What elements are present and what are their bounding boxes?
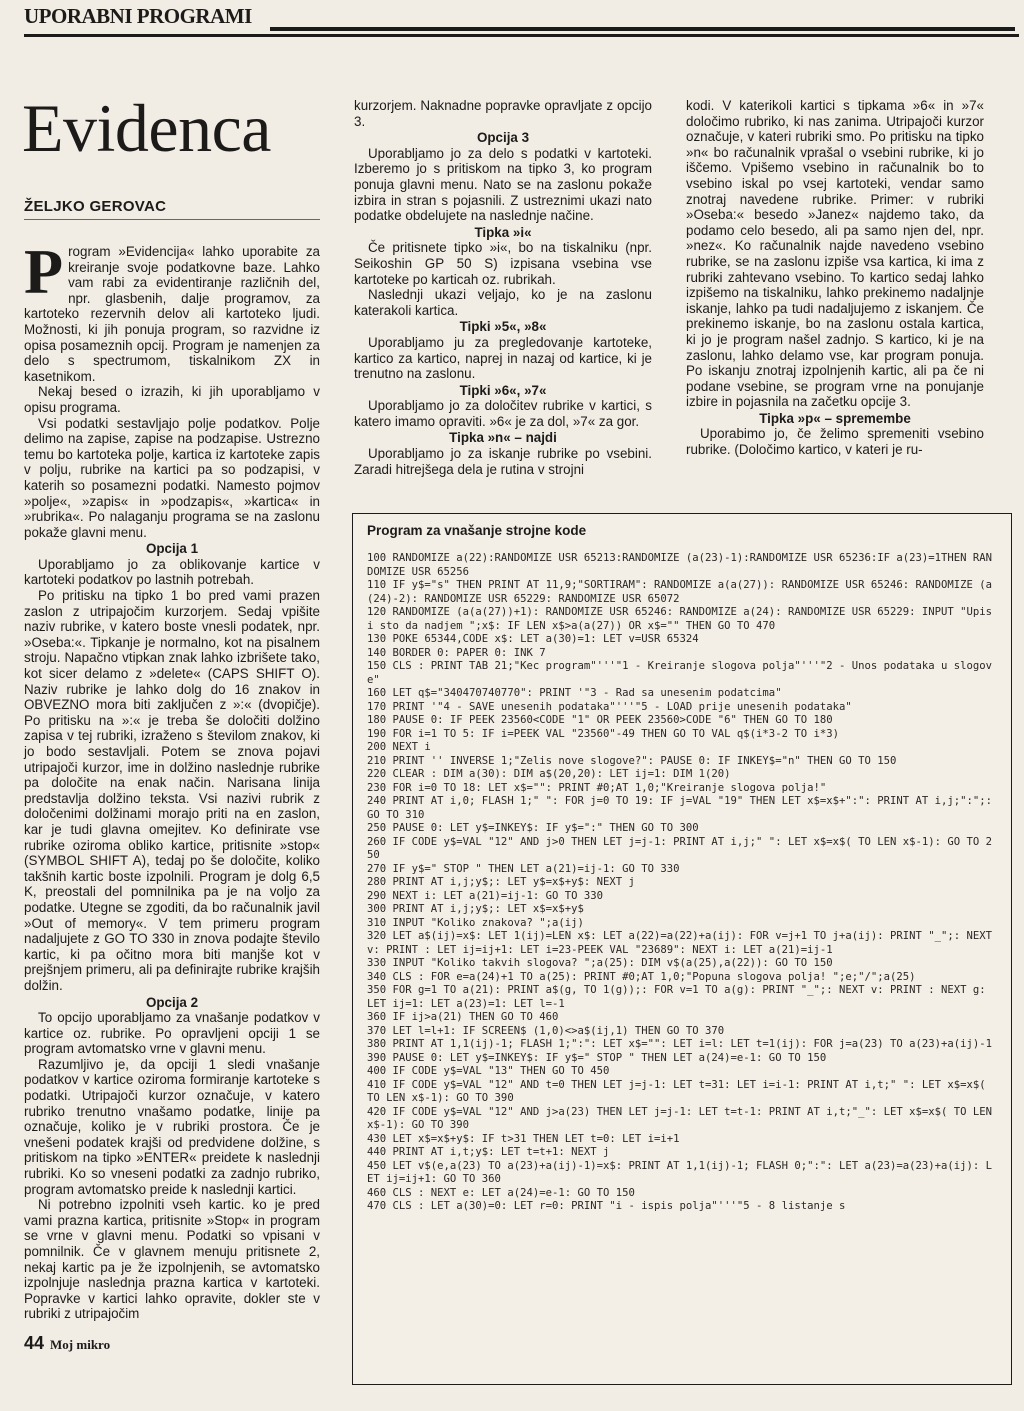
code-line: 330 INPUT "Koliko takvih slogova? ";a(25): DIM v$(a(25),a(22)): GO TO 150	[367, 957, 833, 969]
paragraph: Naslednji ukazi veljajo, ko je na zaslonu katerakoli kartica.	[354, 287, 652, 318]
page-number: 44	[24, 1333, 45, 1353]
code-line: 270 IF y$=" STOP " THEN LET a(21)=ij-1: GO TO 330	[367, 862, 680, 875]
header-rule-lower	[24, 34, 1019, 37]
subheading: Tipka »n« – najdi	[449, 430, 557, 446]
code-line: 240 PRINT AT i,0; FLASH 1;" ": FOR j=0 TO 19: IF j=VAL "19" THEN LET x$=x$+":": PRINT AT i,j;":";: GO TO 310	[367, 795, 999, 821]
code-line: 410 IF CODE y$=VAL "12" AND t=0 THEN LET j=j-1: LET t=31: LET i=i-1: PRINT AT i,t;" ": LET x$=x$( TO LEN x$-1): GO TO 390	[367, 1078, 993, 1104]
paragraph: Nekaj besed o izrazih, ki jih uporabljamo v opisu programa.	[24, 384, 320, 415]
paragraph: Uporabljamo jo za oblikovanje kartice v kartoteki podatkov po lastnih potrebah.	[24, 556, 320, 588]
code-line: 260 IF CODE y$=VAL "12" AND j>0 THEN LET j=j-1: PRINT AT i,j;" ": LET x$=x$( TO LEN x$-1): GO TO 250	[367, 835, 993, 861]
code-line: 100 RANDOMIZE a(22):RANDOMIZE USR 65213:RANDOMIZE (a(23)-1):RANDOMIZE USR 65236:IF a(23)=1THEN RANDOMIZE USR 65256	[367, 552, 993, 578]
code-line: 470 CLS : LET a(30)=0: LET r=0: PRINT "i - ispis polja"'''"5 - 8 listanje s	[367, 1200, 846, 1212]
article-column-3	[686, 98, 984, 458]
magazine-name: Moj mikro	[50, 1337, 111, 1352]
code-line: 280 PRINT AT i,j;y$;: LET y$=x$+y$: NEXT j	[367, 876, 635, 888]
paragraph: rogram »Evidencija« lahko uporabite za kreiranje svoje podatkovne baze. Lahko vam rabi za evidentiranje različnih del, npr. glasbenih, dalje programov, za kartoteko rezervnih delov ali kartoteko ljudi. Možnosti, ki jih ponuja program, so razvidne iz opisa posameznih opcij. Program je namenjen za delo s spectrumom, tiskalnikom ZX in kasetnikom.	[24, 244, 320, 384]
code-line: 150 CLS : PRINT TAB 21;"Kec program"'''"1 - Kreiranje slogova polja"'''"2 - Unos podataka u slogove"	[367, 660, 993, 686]
code-line: 250 PAUSE 0: LET y$=INKEY$: IF y$=":" THEN GO TO 300	[367, 822, 699, 834]
code-line: 210 PRINT '' INVERSE 1;"Zelis nove slogove?": PAUSE 0: IF INKEY$="n" THEN GO TO 150	[367, 754, 897, 767]
subheading: Opcija 3	[476, 130, 530, 146]
code-line: 380 PRINT AT 1,1(ij)-1; FLASH 1;":": LET x$="": LET i=l: LET t=1(ij): FOR j=a(23) TO a(23)+a(ij)-1	[367, 1038, 993, 1050]
code-line: 360 IF ij>a(21) THEN GO TO 460	[367, 1011, 559, 1023]
paragraph: Uporabljamo jo za iskanje rubrike po vsebini. Zaradi hitrejšega dela je rutina v strojni	[354, 446, 652, 477]
code-line: 110 IF y$="s" THEN PRINT AT 11,9;"SORTIRAM": RANDOMIZE a(a(27)): RANDOMIZE USR 65246: RANDOMIZE (a(24)-2): RANDOMIZE USR 65229: RANDOMIZE USR 65072	[367, 579, 993, 605]
article-title: Evidenca	[22, 90, 271, 166]
code-line: 300 PRINT AT i,j;y$;: LET x$=x$+y$	[367, 903, 584, 915]
article-column-1	[24, 236, 320, 1322]
code-line: 160 LET q$="340470740770": PRINT '"3 - Rad sa unesenim podatcima"	[367, 687, 782, 699]
paragraph: Če pritisnete tipko »i«, bo na tiskalniku (npr. Seikoshin GP 50 S) izpisana vsebina vse kartoteke po karticah oz. rubrikah.	[354, 240, 652, 287]
code-line: 430 LET x$=x$+y$: IF t>31 THEN LET t=0: LET i=i+1	[367, 1132, 680, 1145]
code-line: 180 PAUSE 0: IF PEEK 23560<CODE "1" OR PEEK 23560>CODE "6" THEN GO TO 180	[367, 714, 833, 726]
code-line: 130 POKE 65344,CODE x$: LET a(30)=1: LET v=USR 65324	[367, 633, 699, 645]
article-column-2	[354, 98, 652, 477]
code-line: 440 PRINT AT i,t;y$: LET t=t+1: NEXT j	[367, 1146, 610, 1158]
paragraph: Ni potrebno izpolniti vseh kartic. ko je pred vami prazna kartica, pritisnite »Stop« in program se vrne v glavni menu. Podatki so vpisani v pomnilnik. Če v glavnem menuju pritisnete 2, nekaj kartic pa je že izpolnjenih, se avtomatsko izpolnjuje naslednja prazna kartica v kartoteki. Popravke v kartici lahko opravite, dokler ste v rubriki z utripajočim	[24, 1197, 320, 1322]
byline-rule	[24, 219, 320, 220]
code-line: 420 IF CODE y$=VAL "12" AND j>a(23) THEN LET j=j-1: LET t=t-1: PRINT AT i,t;"_": LET x$=x$( TO LEN x$-1): GO TO 390	[367, 1105, 999, 1131]
paragraph: kodi. V katerikoli kartici s tipkama »6« in »7« določimo rubriko, ki nas zanima. Utripajoči kurzor označuje, v kateri rubriki smo. Po pritisku na tipko »n« bo računalnik vprašal o vsebini rubrike, ki jo iščemo. Vpišemo vsebino in računalnik bo to vsebino iskal po vsej kartoteki, vendar samo znotraj navedene rubrike. Primer: v rubriki »Oseba:« besedo »Janez« najdemo tako, da podamo celo besedo, ali pa samo njen del, npr. »nez«. Ko računalnik najde navedeno vsebino rubrike, se na zaslonu izpiše vsa kartica, ki ima z rubriki zahtevano vsebino. To kartico sedaj lahko izpišemo na tiskalniku, lahko prekinemo nadaljnje iskanje, lahko pa tudi nadaljujemo z iskanjem. Če prekinemo iskanje, bo na zaslonu ostala kartica, ki jo je program našel zadnjo. S kartico, ki je na zaslonu, lahko delamo vse, kar program ponuja. Po iskanju znotraj izpolnjenih kartic, ali pa če ni podane vsebine, se program vrne na ponujanje izbire in pojasnila na začetku opcije 3.	[686, 98, 984, 410]
code-line: 350 FOR g=1 TO a(21): PRINT a$(g, TO 1(g));: FOR v=1 TO a(g): PRINT "_";: NEXT v: PRINT : NEXT g: LET ij=1: LET a(23)=1: LET l=-1	[367, 984, 993, 1010]
subheading: Opcija 1	[145, 541, 199, 557]
section-label: UPORABNI PROGRAMI	[24, 4, 252, 28]
code-line: 200 NEXT i	[367, 741, 431, 753]
paragraph: Vsi podatki sestavljajo polje podatkov. Polje delimo na zapise, zapise na podzapise. Ustrezno temu bo kartoteka polje, kartica iz kartoteke zapis v polju, rubrike na kartici pa so podzapisi, v katerih so posamezni podatki. Namesto pojmov »polje«, »zapis« in »podzapis«, »kartica« in »rubrika«. Po nalaganju programa se na zaslonu pokaže glavni menu.	[24, 415, 320, 540]
page-footer	[24, 1333, 110, 1354]
paragraph: Uporabimo jo, če želimo spremeniti vsebino rubrike. (Določimo kartico, v kateri je ru-	[686, 426, 984, 458]
paragraph: Uporabljamo jo za delo s podatki v kartoteki. Izberemo jo s pritiskom na tipko 3, ko program ponuja glavni menu. Nato se na zaslonu pokaže izbira in stran s pojasnili. Z ustreznimi ukazi nato podatke obdelujete na naslednje načine.	[354, 145, 652, 224]
subheading: Tipki »5«, »8«	[459, 319, 547, 335]
code-line: 290 NEXT i: LET a(21)=ij-1: GO TO 330	[367, 889, 603, 902]
drop-cap: P	[24, 236, 64, 307]
header-rule	[270, 27, 1015, 31]
code-line: 460 CLS : NEXT e: LET a(24)=e-1: GO TO 150	[367, 1186, 635, 1199]
subheading: Opcija 2	[145, 994, 199, 1010]
code-line: 190 FOR i=1 TO 5: IF i=PEEK VAL "23560"-49 THEN GO TO VAL q$(i*3-2 TO i*3)	[367, 727, 839, 740]
code-line: 320 LET a$(ij)=x$: LET 1(ij)=LEN x$: LET a(22)=a(22)+a(ij): FOR v=j+1 TO j+a(ij): PRINT "_";: NEXT v: PRINT : LET ij=ij+1: LET i=23-PEEK VAL "23689": NEXT i: LET a(21)=ij-1	[367, 930, 999, 956]
paragraph: kurzorjem. Naknadne popravke opravljate z opcijo 3.	[354, 98, 652, 129]
author-byline: ŽELJKO GEROVAC	[24, 198, 167, 215]
subheading: Tipka »i«	[474, 224, 532, 240]
code-line: 120 RANDOMIZE (a(a(27))+1): RANDOMIZE USR 65246: RANDOMIZE a(24): RANDOMIZE USR 65229: INPUT "Upisi sto da nadjem ";x$: IF LEN x$>a(a(27)) OR x$="" THEN GO TO 470	[367, 606, 993, 632]
code-line: 390 PAUSE 0: LET y$=INKEY$: IF y$=" STOP " THEN LET a(24)=e-1: GO TO 150	[367, 1051, 827, 1064]
subheading: Tipki »6«, »7«	[459, 382, 547, 398]
listing-title: Program za vnašanje strojne kode	[367, 523, 587, 538]
code-line: 370 LET l=l+1: IF SCREEN$ (1,0)<>a$(ij,1) THEN GO TO 370	[367, 1024, 725, 1037]
code-line: 310 INPUT "Koliko znakova? ";a(ij)	[367, 916, 584, 929]
code-line: 340 CLS : FOR e=a(24)+1 TO a(25): PRINT #0;AT 1,0;"Popuna slogova polja! ";e;"/";a(25)	[367, 970, 916, 983]
subheading: Tipka »p« – spremembe	[759, 410, 911, 426]
code-line: 170 PRINT '"4 - SAVE unesenih podataka"'''"5 - LOAD prije unesenih podataka"	[367, 700, 852, 713]
code-line: 220 CLEAR : DIM a(30): DIM a$(20,20): LET ij=1: DIM 1(20)	[367, 768, 731, 780]
paragraph: Po pritisku na tipko 1 bo pred vami prazen zaslon z utripajočim kurzorjem. Sedaj vpišite naziv rubrike, v katero boste vnesli podatek, npr. »Oseba:«. Tipkanje je normalno, kot na pisalnem stroju. Napačno vtipkan znak lahko izbrišete tako, kot sicer delamo z »delete« (CAPS SHIFT O). Naziv rubrike je lahko dolg do 16 znakov in OBVEZNO mora biti zaključen z »:« (dvopičje). Po pritisku na »:« je treba še določiti dolžino zapisa v tej rubriki, izraženo s številom znakov, ki jo bodo sestavljali. Potem se znova pojavi utripajoči kurzor, ime in dolžino naslednje rubrike pa določite na enak način. Narisana linija predstavlja dolžino teksta. Vsi nazivi rubrik z določenimi dolžinami morajo priti na en zaslon, kar je tudi glavna omejitev. Ko definirate vse rubrike oziroma obliko kartice, pritisnite »stop« (SYMBOL SHIFT A), tedaj po še določite, koliko takšnih kartic boste izpolnili. Program je dolg 6,5 K, preostali del pomnilnika pa je na voljo za podatke. Utegne se zgoditi, da bo računalnik javil »Out of memory«. V tem primeru program nadaljujete z GO TO 330 in znova podajte število kartic, ki pa očitno mora biti manjše kot v prejšnjem primeru, ali pa definirajte rubrike krajših dolžin.	[24, 588, 320, 993]
code-line: 400 IF CODE y$=VAL "13" THEN GO TO 450	[367, 1065, 610, 1077]
paragraph: Uporabljamo jo za določitev rubrike v kartici, s katero imamo opraviti. »6« je za dol, »7« za gor.	[354, 398, 652, 429]
code-line: 450 LET v$(e,a(23) TO a(23)+a(ij)-1)=x$: PRINT AT 1,1(ij)-1; FLASH 0;":": LET a(23)=a(23)+a(ij): LET ij=ij+1: GO TO 360	[367, 1159, 993, 1185]
code-line: 230 FOR i=0 TO 18: LET x$="": PRINT #0;AT 1,0;"Kreiranje slogova polja!"	[367, 781, 827, 794]
code-listing-box	[352, 513, 1012, 1385]
paragraph: To opcijo uporabljamo za vnašanje podatkov v kartice oz. rubrike. Po opravljeni opciji 1 se program avtomatsko vrne v glavni menu.	[24, 1010, 320, 1057]
paragraph: Uporabljamo ju za pregledovanje kartoteke, kartico za kartico, naprej in nazaj od kartice, ki je trenutno na zaslonu.	[354, 334, 652, 382]
code-line: 140 BORDER 0: PAPER 0: INK 7	[367, 646, 546, 659]
paragraph: Razumljivo je, da opciji 1 sledi vnašanje podatkov v kartice oziroma formiranje kartoteke s podatki. Utripajoči kurzor označuje, v katero rubriko trenutno vnašamo podatke, linije pa označuje, koliko je v rubriki prostora. Če je vnešeni podatek krajši od predvidene dolžine, s pritiskom na tipko »ENTER« preidete k naslednji rubriki. Ko so vneseni podatki za zadnjo rubriko, program avtomatsko preide k naslednji kartici.	[24, 1056, 320, 1197]
code-listing	[367, 552, 997, 1214]
